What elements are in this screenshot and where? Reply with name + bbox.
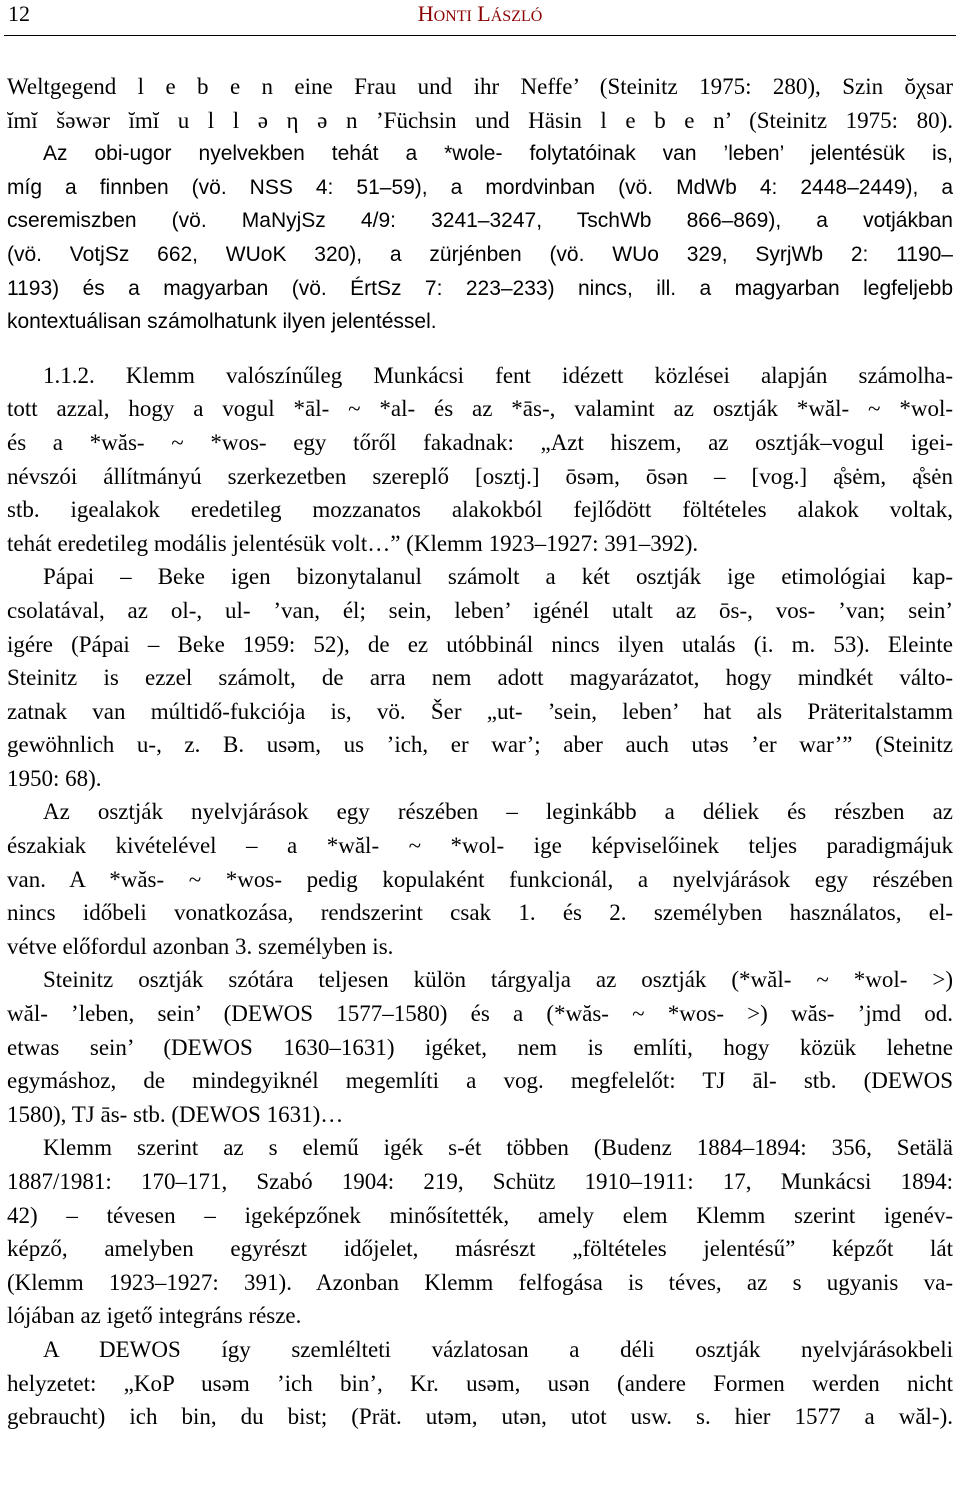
- text-line: 1.1.2. Klemm valószínűleg Munkácsi fent idézett közlései alapján számolha-: [43, 362, 953, 388]
- text-line: északiak kivételével – a *wăl- ~ *wol- ige képviselőinek teljes paradigmájuk: [7, 833, 953, 859]
- author-initial-1: H: [417, 1, 434, 26]
- header-rule: [4, 35, 956, 36]
- paragraph-6: [7, 1131, 953, 1333]
- page-body: [7, 70, 953, 1434]
- text-line: Klemm szerint az s elemű igék s-ét többen (Budenz 1884–1894: 356, Setälä: [43, 1135, 953, 1161]
- text-line: 1887/1981: 170–171, Szabó 1904: 219, Schütz 1910–1911: 17, Munkácsi 1894:: [7, 1169, 953, 1194]
- text-line: Steinitz is ezzel számolt, de arra nem adott magyarázatot, hogy mindkét válto-: [7, 665, 953, 691]
- text-line: tott azzal, hogy a vogul *āl- ~ *al- és az *ās-, valamint az osztják *wăl- ~ *wol-: [7, 396, 953, 422]
- author-given-rest: ÁSZLÓ: [490, 8, 543, 25]
- paragraph-2: [7, 359, 953, 561]
- text-line: 1193) és a magyarban (vö. ÉrtSz 7: 223–233) nincs, ill. a magyarban legfeljebb: [7, 276, 953, 300]
- text-line: igére (Pápai – Beke 1959: 52), de ez utóbbinál nincs ilyen utalás (i. m. 53). Eleinte: [7, 631, 953, 657]
- text-line: képző, amelyben egyrészt időjelet, másrészt „föltételes jelentésű” képzőt lát: [7, 1236, 953, 1262]
- running-title: [0, 1, 960, 27]
- text-line: stb. igealakok eredetileg mozzanatos alakokból fejlődött föltételes alakok voltak,: [7, 497, 953, 523]
- text-line: van. A *wăs- ~ *wos- pedig kopulaként funkcionál, a nyelvjárások egy részében: [7, 866, 953, 892]
- text-line: Az obi-ugor nyelvekben tehát a *wole- folytatóinak van ’leben’ jelentésük is,: [43, 142, 953, 166]
- text-line: etwas sein’ (DEWOS 1630–1631) igéket, nem is említi, hogy közük lehetne: [7, 1034, 953, 1060]
- text-line: Steinitz osztják szótára teljesen külön tárgyalja az osztják (*wăl- ~ *wol- >): [43, 967, 953, 993]
- author-surname-rest: ONTI: [433, 8, 472, 25]
- text-line: wăl- ’leben, sein’ (DEWOS 1577–1580) és a (*wăs- ~ *wos- >) wăs- ’jmd od.: [7, 1001, 953, 1027]
- paragraph-7: [7, 1333, 953, 1434]
- text-line: Az osztják nyelvjárások egy részében – leginkább a déliek és részben az: [43, 799, 953, 825]
- text-line: 42) – tévesen – igeképzőnek minősítették, amely elem Klemm szerint igenév-: [7, 1202, 953, 1228]
- text-line: nincs időbeli vonatkozása, rendszerint csak 1. és 2. személyben használatos, el-: [7, 900, 953, 926]
- paragraph-3: [7, 560, 953, 795]
- text-line: 1950: 68).: [7, 765, 102, 791]
- text-line: gewöhnlich u-, z. B. usəm, us ’ich, er war’; aber auch utəs ’er war’” (Steinitz: [7, 732, 953, 758]
- text-line: csolatával, az ol-, ul- ’van, él; sein, leben’ igénél utalt az ōs-, vos- ’van; sein’: [7, 597, 953, 623]
- text-line: tehát eredetileg modális jelentésük volt…” (Klemm 1923–1927: 391–392).: [7, 530, 699, 556]
- text-line: egymáshoz, de mindegyiknél megemlíti a vog. megfelelőt: TJ āl- stb. (DEWOS: [7, 1068, 953, 1094]
- text-line: 1580), TJ ās- stb. (DEWOS 1631)…: [7, 1101, 344, 1127]
- author-initial-2: L: [477, 1, 491, 26]
- section-gap: [7, 339, 953, 359]
- running-header: [0, 0, 960, 36]
- text-line: kontextuálisan számolhatunk ilyen jelentéssel.: [7, 310, 437, 334]
- text-line: vétve előfordul azonban 3. személyben is.: [7, 933, 394, 959]
- text-line: cseremiszben (vö. MaNyjSz 4/9: 3241–3247, TschWb 866–869), a votjákban: [7, 209, 953, 233]
- text-line: Weltgegend l e b e n eine Frau und ihr Neffe’ (Steinitz 1975: 280), Szin ŏχsar: [7, 74, 953, 99]
- text-line: (vö. VotjSz 662, WUoK 320), a zürjénben (vö. WUo 329, SyrjWb 2: 1190–: [7, 242, 953, 266]
- text-line: és a *wăs- ~ *wos- egy tőről fakadnak: „Azt hiszem, az osztják–vogul igei-: [7, 429, 953, 455]
- text-line: A DEWOS így szemlélteti vázlatosan a déli osztják nyelvjárásokbeli: [43, 1336, 953, 1362]
- text-line: helyzetet: „KoP usəm ’ich bin’, Kr. usəm, usən (andere Formen werden nicht: [7, 1370, 953, 1396]
- page-number: 12: [8, 1, 30, 26]
- text-line: ĭmĭ šəwər ĭmĭ u l l ə η ə n ’Füchsin und Häsin l e b e n’ (Steinitz 1975: 80).: [7, 107, 953, 133]
- text-line: zatnak van múltidő-fukciója is, vö. Šer „ut- ’sein, leben’ hat als Präteritalstamm: [7, 698, 953, 724]
- paragraph-1: [7, 70, 953, 339]
- text-line: lójában az igető integráns része.: [7, 1303, 302, 1329]
- text-line: (Klemm 1923–1927: 391). Azonban Klemm felfogása is téves, az s ugyanis va-: [7, 1269, 953, 1295]
- paragraph-4: [7, 795, 953, 963]
- text-line: míg a finnben (vö. NSS 4: 51–59), a mordvinban (vö. MdWb 4: 2448–2449), a: [7, 175, 953, 199]
- text-line: gebraucht) ich bin, du bist; (Prät. utəm, utən, utot usw. s. hier 1577 a wăl-).: [7, 1404, 953, 1430]
- text-line: Pápai – Beke igen bizonytalanul számolt a két osztják ige etimológiai kap-: [43, 564, 953, 590]
- text-line: névszói állítmányú szerkezetben szereplő [osztj.] ōsəm, ōsən – [vog.] ą̊sėm, ą̊sėn: [7, 463, 953, 489]
- paragraph-5: [7, 963, 953, 1131]
